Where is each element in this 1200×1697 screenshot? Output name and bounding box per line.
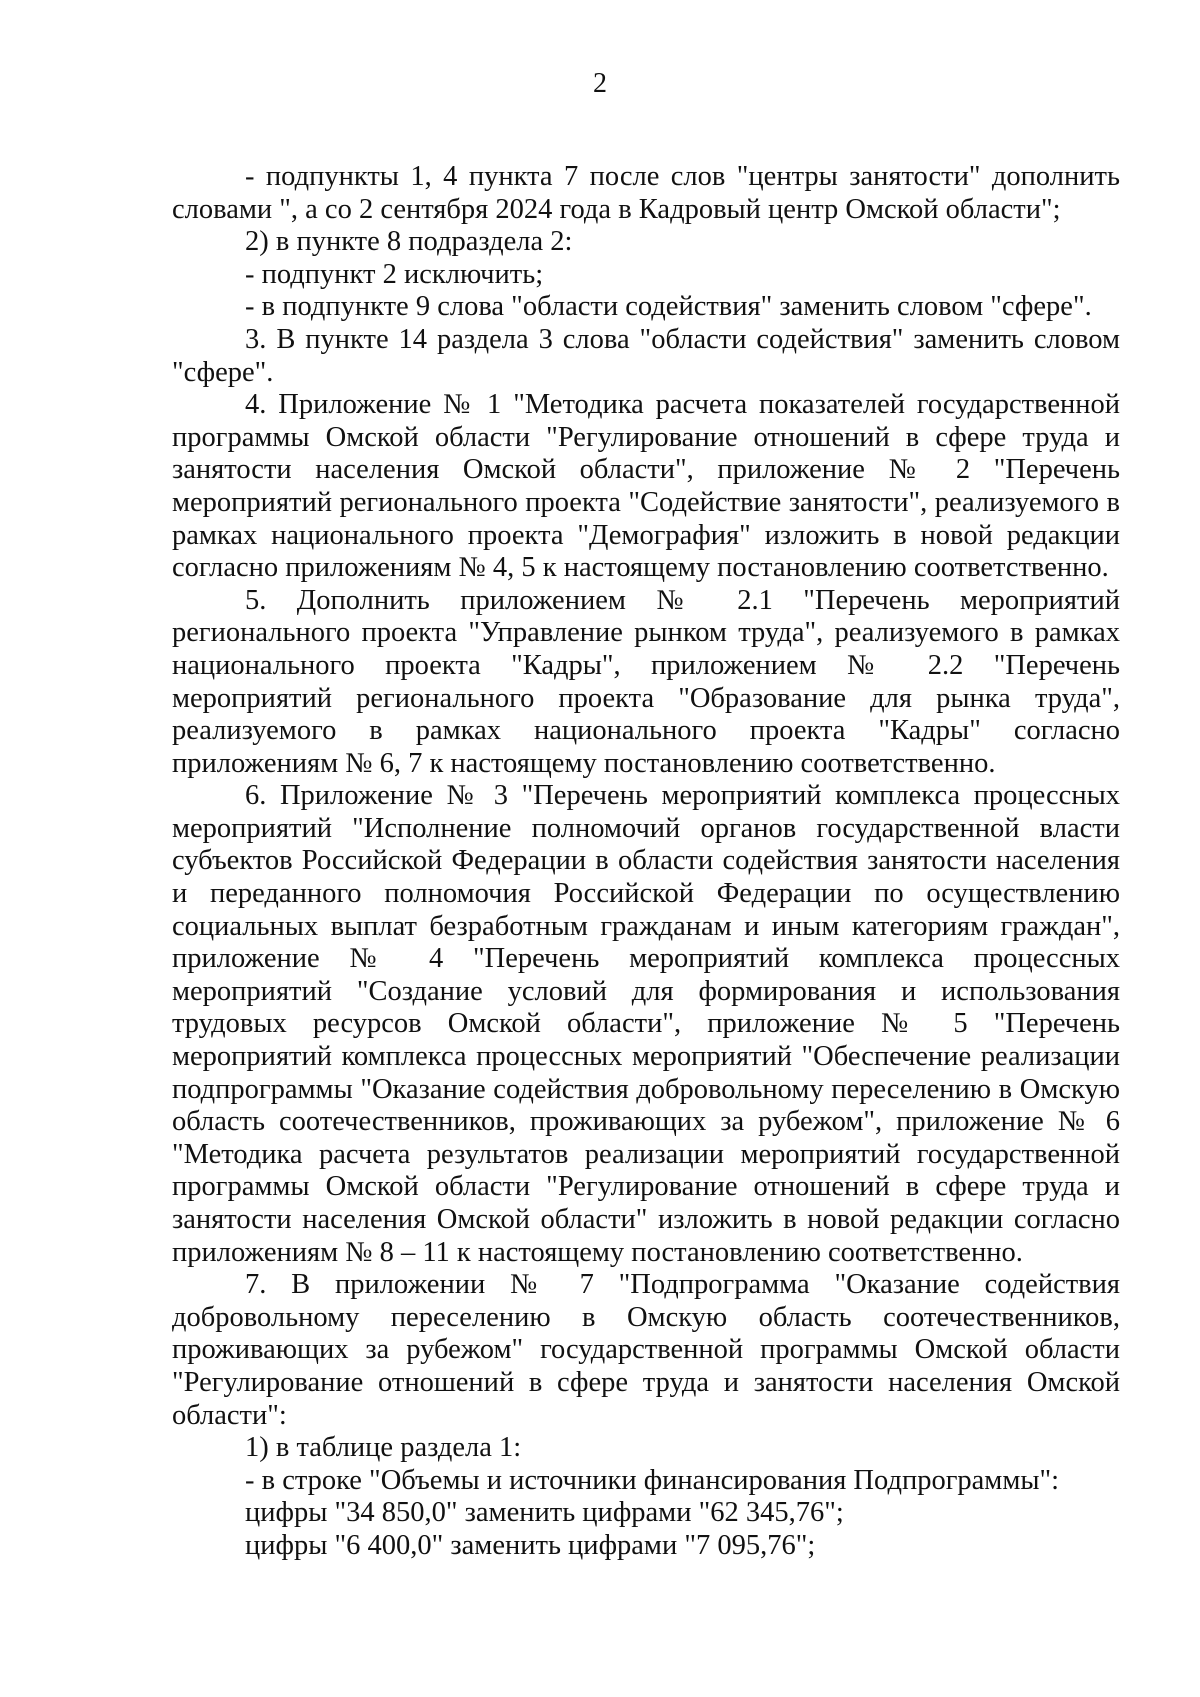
paragraph-figures-replace-2: цифры "6 400,0" заменить цифрами "7 095,76"; (245, 1529, 816, 1561)
paragraph-7-1-table: 1) в таблице раздела 1: (245, 1432, 522, 1464)
paragraph-subpoints-1-4: - подпункты 1, 4 пункта 7 после слов "центры занятости" дополнить словами ", а со 2 сентября 2024 года в Кадровый центр Омской области"; (172, 161, 1120, 225)
document-body (172, 161, 1120, 1563)
paragraph-5: 5. Дополнить приложением № 2.1 "Перечень мероприятий регионального проекта "Управление рынком труда", реализуемого в рамках национального проекта "Кадры", приложением № 2.2 "Перечень мероприятий регионального проекта "Образование для рынка труда", реализуемого в рамках национального проекта "Кадры" согласно приложениям № 6, 7 к настоящему постановлению соответственно. (172, 584, 1120, 779)
paragraph-4: 4. Приложение № 1 "Методика расчета показателей государственной программы Омской области "Регулирование отношений в сфере труда и занятости населения Омской области", приложение № 2 "Перечень мероприятий регионального проекта "Содействие занятости", реализуемого в рамках национального проекта "Демография" изложить в новой редакции согласно приложениям № 4, 5 к настоящему постановлению соответственно. (172, 389, 1120, 584)
paragraph-7: 7. В приложении № 7 "Подпрограмма "Оказание содействия добровольному переселению в Омскую область соотечественников, проживающих за рубежом" государственной программы Омской области "Регулирование отношений в сфере труда и занятости населения Омской области": (172, 1269, 1120, 1431)
paragraph-subpoint-9-replace: - в подпункте 9 слова "области содействия" заменить словом "сфере". (245, 291, 1092, 323)
paragraph-financing-row: - в строке "Объемы и источники финансирования Подпрограммы": (245, 1464, 1060, 1496)
paragraph-3: 3. В пункте 14 раздела 3 слова "области содействия" заменить словом "сфере". (172, 323, 1120, 388)
paragraph-6: 6. Приложение № 3 "Перечень мероприятий комплекса процессных мероприятий "Исполнение полномочий органов государственной власти субъектов Российской Федерации в области содействия занятости населения и переданного полномочия Российской Федерации по осуществлению социальных выплат безработным гражданам и иным категориям граждан", приложение № 4 "Перечень мероприятий комплекса процессных мероприятий "Создание условий для формирования и использования трудовых ресурсов Омской области", приложение № 5 "Перечень мероприятий комплекса процессных мероприятий "Обеспечение реализации подпрограммы "Оказание содействия добровольному переселению в Омскую область соотечественников, проживающих за рубежом", приложение № 6 "Методика расчета результатов реализации мероприятий государственной программы Омской области "Регулирование отношений в сфере труда и занятости населения Омской области" изложить в новой редакции согласно приложениям № 8 – 11 к настоящему постановлению соответственно. (172, 780, 1120, 1268)
paragraph-figures-replace-1: цифры "34 850,0" заменить цифрами "62 345,76"; (245, 1497, 844, 1529)
paragraph-subpoint-2-exclude: - подпункт 2 исключить; (245, 258, 544, 290)
page-number: 2 (593, 68, 607, 99)
paragraph-item-8-header: 2) в пункте 8 подраздела 2: (245, 226, 573, 258)
